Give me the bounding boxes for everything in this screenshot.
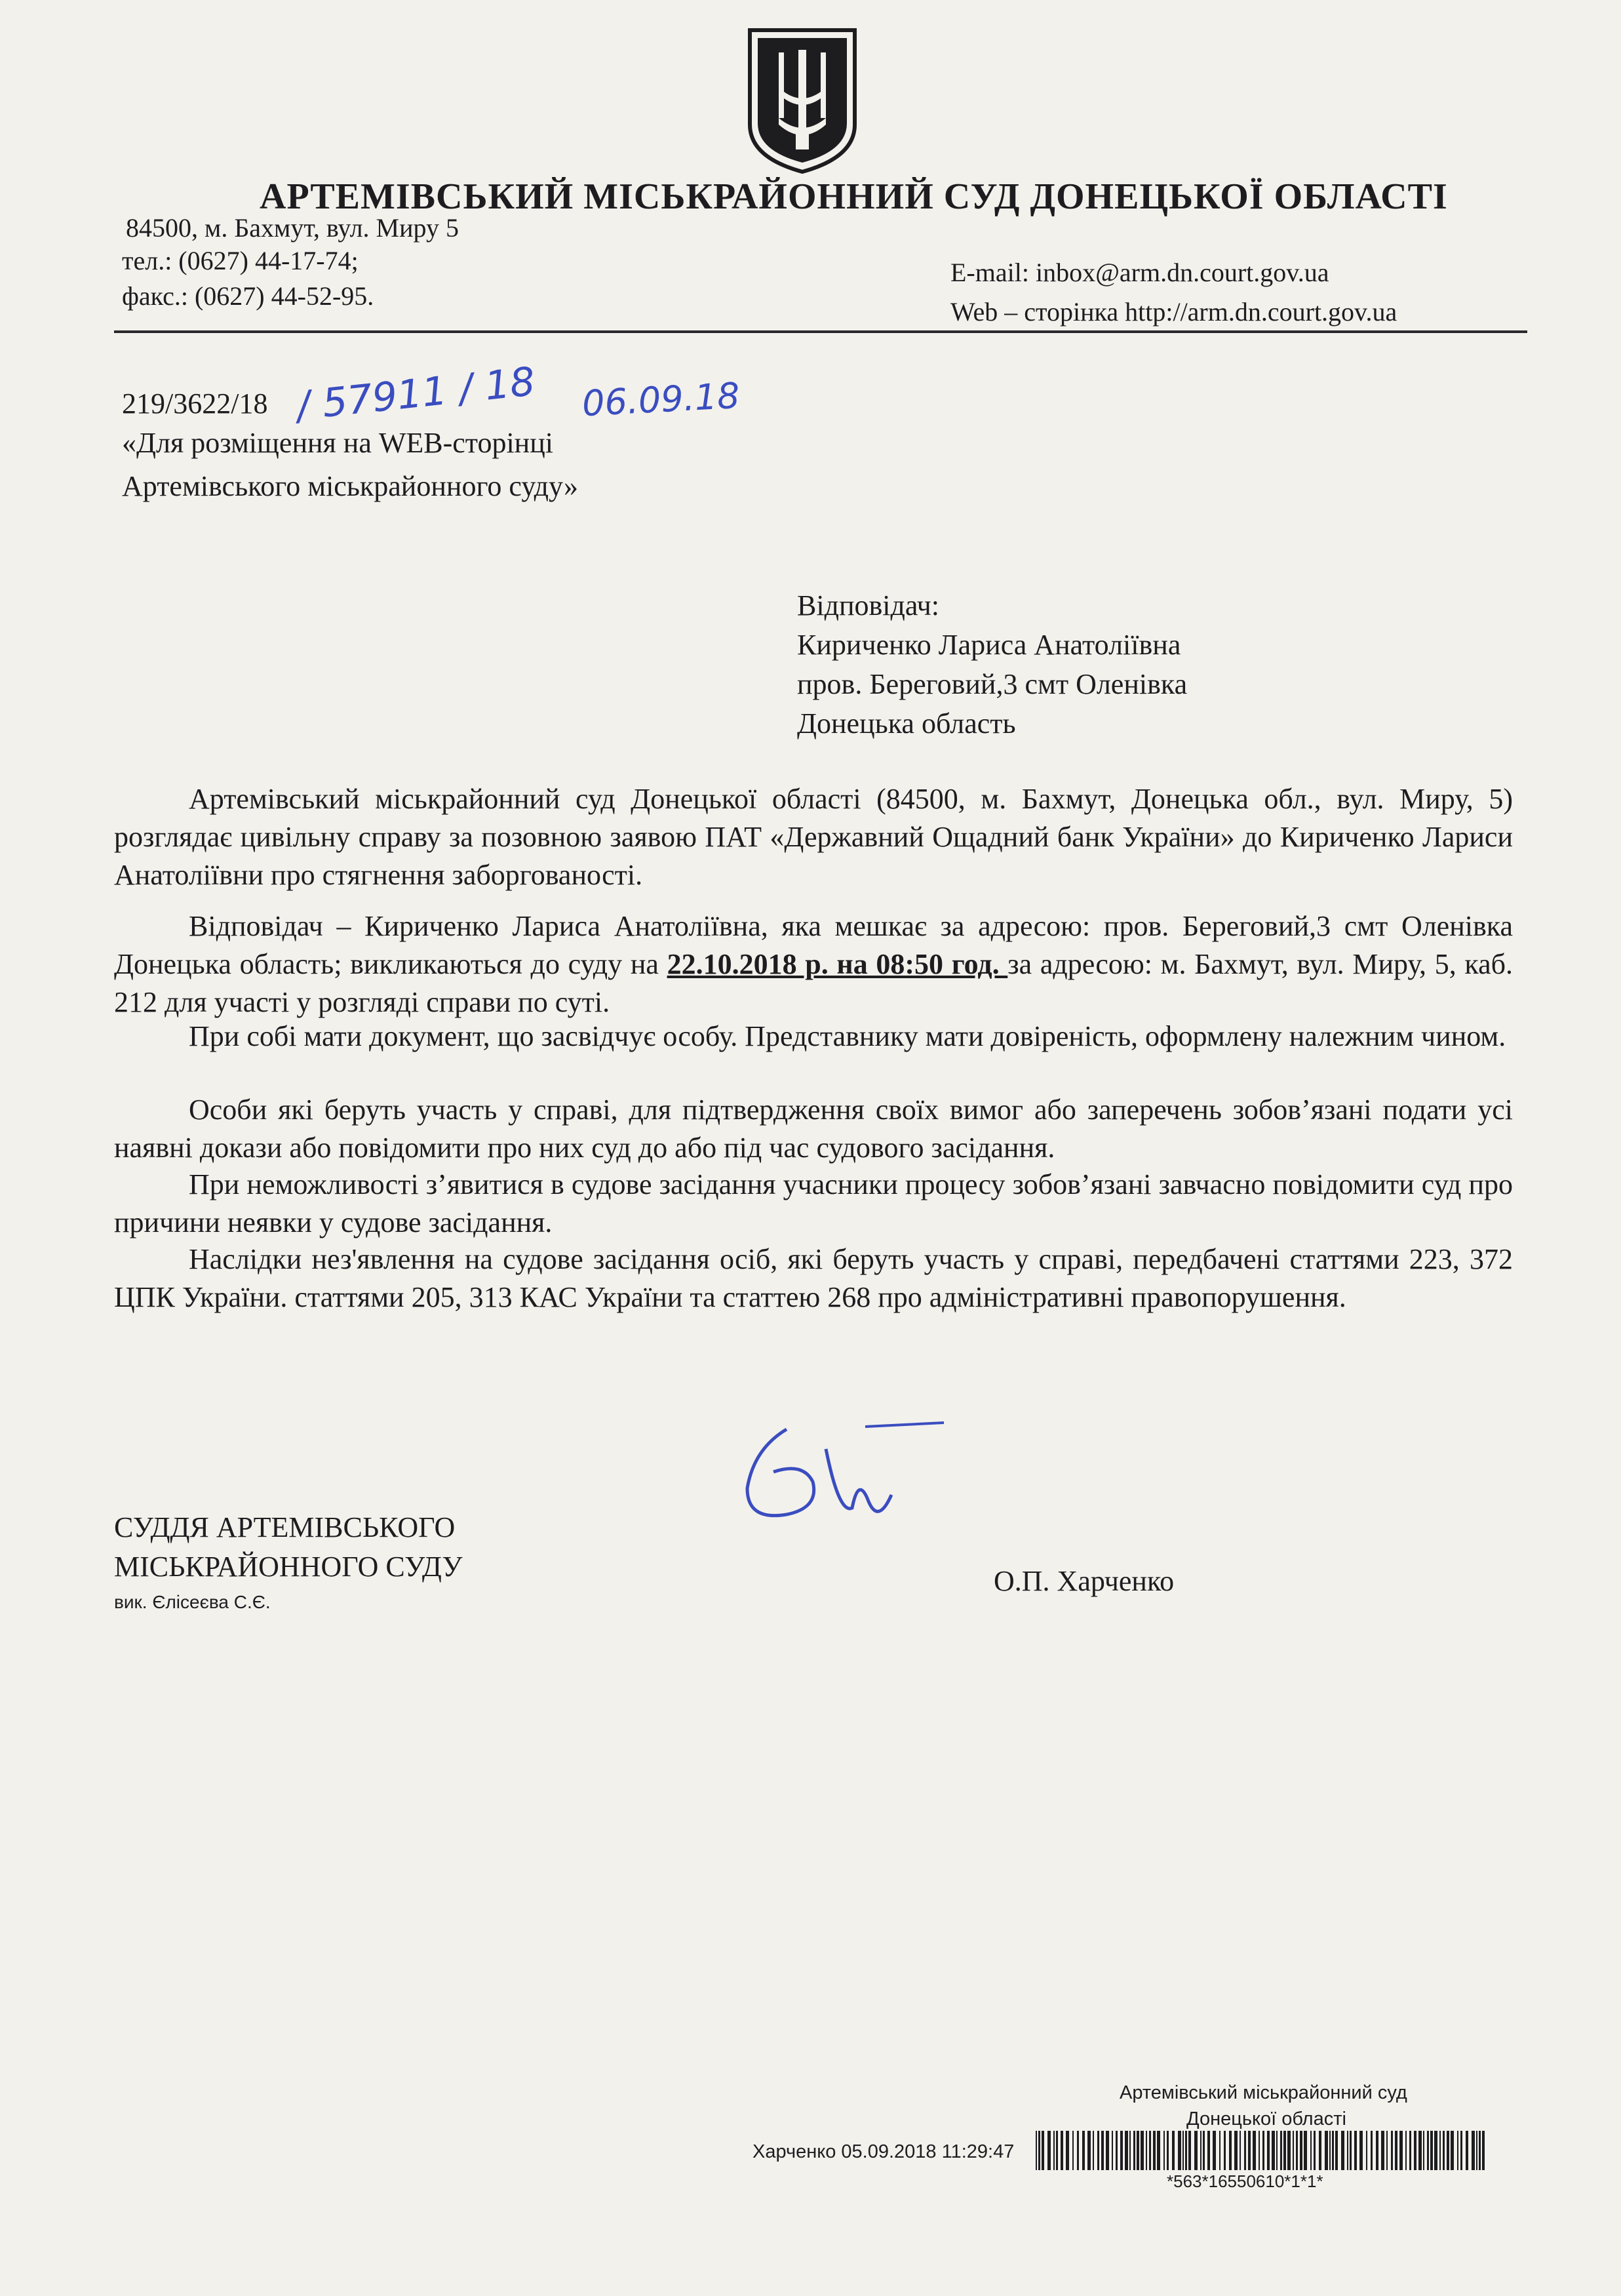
barcode-bar — [1319, 2131, 1321, 2170]
registration-stamp: Харченко 05.09.2018 11:29:47 — [752, 2141, 1015, 2162]
barcode-bar — [1276, 2131, 1278, 2170]
barcode-bar — [1077, 2131, 1079, 2170]
barcode-bar — [1399, 2131, 1403, 2170]
barcode-bar — [1116, 2131, 1118, 2170]
barcode-bar — [1325, 2131, 1328, 2170]
barcode-bar — [1125, 2131, 1128, 2170]
barcode-bar — [1476, 2131, 1477, 2170]
barcode-bar — [1332, 2131, 1334, 2170]
paragraph-consequences: Наслідки нез'явлення на судове засідання осіб, які беруть участь у справі, передбачені статтями 223, 372 ЦПК України. статтями 205, 313 КАС України та статтею 268 про адміністративні правопорушення. — [114, 1243, 1513, 1313]
court-fax: факс.: (0627) 44-52-95. — [122, 281, 374, 311]
barcode-bar — [1259, 2131, 1260, 2170]
recipient-address-line2: Донецька область — [797, 707, 1016, 740]
executor-name: вик. Єлісеєва С.Є. — [114, 1592, 271, 1612]
barcode-bar — [1146, 2131, 1147, 2170]
registration-court-line1: Артемівський міськрайонний суд — [1120, 2082, 1407, 2103]
court-email: E-mail: inbox@arm.dn.court.gov.ua — [950, 258, 1329, 287]
barcode-bar — [1409, 2131, 1411, 2170]
barcode-bar — [1224, 2131, 1226, 2170]
barcode-bar — [1280, 2131, 1282, 2170]
barcode-bar — [1093, 2131, 1094, 2170]
barcode-bar — [1219, 2131, 1221, 2170]
handwritten-outgoing-date: 06.09.18 — [581, 374, 741, 425]
barcode-bar — [1200, 2131, 1201, 2170]
court-website: Web – сторінка http://arm.dn.court.gov.ua — [950, 297, 1397, 327]
barcode-bar — [1381, 2131, 1384, 2170]
barcode-bar — [1423, 2131, 1424, 2170]
barcode-bar — [1178, 2131, 1181, 2170]
barcode-bar — [1112, 2131, 1113, 2170]
barcode-bar — [1194, 2131, 1198, 2170]
placement-note-line1: «Для розміщення на WEB-сторінці — [122, 427, 553, 459]
barcode-bar — [1253, 2131, 1256, 2170]
barcode-bar — [1047, 2131, 1051, 2170]
barcode-bar — [1376, 2131, 1378, 2170]
barcode-bar — [1418, 2131, 1422, 2170]
paragraph-evidence: Особи які беруть участь у справі, для підтвердження своїх вимог або заперечень зобов’язані подати усі наявні докази або повідомити про них суд до або під час судового засідання. — [114, 1094, 1513, 1164]
paragraph-absence: При неможливості з’явитися в судове засідання учасники процесу зобов’язані завчасно повідомити суд про причини неявки у судове засідання. — [114, 1168, 1513, 1238]
barcode-bar — [1457, 2131, 1458, 2170]
paragraph-identity: При собі мати документ, що засвідчує особу. Представнику мати довіреність, оформлену належним чином. — [189, 1020, 1506, 1052]
judge-name: О.П. Харченко — [994, 1565, 1175, 1597]
barcode-bar — [1244, 2131, 1246, 2170]
barcode-bar — [1061, 2131, 1063, 2170]
summons-text-after: за адресою: м. Бахмут, вул. Миру, 5, каб. 212 для участі у розгляді справи по суті. — [114, 948, 1513, 1018]
barcode-bar — [1066, 2131, 1069, 2170]
barcode-bar — [1203, 2131, 1205, 2170]
barcode-bar — [1466, 2131, 1468, 2170]
barcode-bar — [1430, 2131, 1433, 2170]
court-phone: тел.: (0627) 44-17-74; — [122, 246, 359, 275]
barcode-bar — [1300, 2131, 1302, 2170]
barcode-bar — [1097, 2131, 1099, 2170]
barcode-bar — [1405, 2131, 1407, 2170]
registration-barcode — [1036, 2131, 1494, 2171]
barcode-bar — [1283, 2131, 1286, 2170]
barcode-bar — [1293, 2131, 1294, 2170]
barcode-bar — [1101, 2131, 1104, 2170]
barcode-bar — [1153, 2131, 1156, 2170]
barcode-bar — [1141, 2131, 1144, 2170]
barcode-bar — [1207, 2131, 1210, 2170]
recipient-address-line1: пров. Береговий,3 смт Оленівка — [797, 668, 1188, 700]
barcode-bar — [1414, 2131, 1416, 2170]
barcode-bar — [1129, 2131, 1131, 2170]
case-number: 219/3622/18 — [122, 387, 268, 420]
recipient-role: Відповідач: — [797, 589, 940, 622]
barcode-text: *563*16550610*1*1* — [1167, 2171, 1323, 2191]
barcode-bar — [1120, 2131, 1123, 2170]
barcode-bar — [1479, 2131, 1481, 2170]
court-address: 84500, м. Бахмут, вул. Миру 5 — [126, 213, 459, 243]
judge-signature — [728, 1410, 950, 1541]
barcode-bar — [1137, 2131, 1139, 2170]
barcode-bar — [1451, 2131, 1454, 2170]
court-name: АРТЕМІВСЬКИЙ МІСЬКРАЙОННИЙ СУД ДОНЕЦЬКОЇ ОБЛАСТІ — [260, 176, 1448, 217]
barcode-bar — [1036, 2131, 1037, 2170]
barcode-bar — [1157, 2131, 1160, 2170]
barcode-bar — [1106, 2131, 1109, 2170]
barcode-bar — [1234, 2131, 1238, 2170]
judge-title-line1: СУДДЯ АРТЕМІВСЬКОГО — [114, 1511, 456, 1543]
barcode-bar — [1056, 2131, 1058, 2170]
barcode-bar — [1296, 2131, 1298, 2170]
barcode-bar — [1082, 2131, 1085, 2170]
hearing-date: 22.10.2018 р. на 08:50 год. — [667, 948, 1008, 980]
barcode-bar — [1262, 2131, 1264, 2170]
barcode-bar — [1149, 2131, 1151, 2170]
barcode-bar — [1272, 2131, 1275, 2170]
barcode-bar — [1229, 2131, 1232, 2170]
barcode-bar — [1443, 2131, 1445, 2170]
barcode-bar — [1439, 2131, 1441, 2170]
paragraph-summons — [114, 907, 1513, 1021]
header-divider — [114, 330, 1527, 333]
barcode-bar — [1447, 2131, 1449, 2170]
barcode-bar — [1395, 2131, 1397, 2170]
barcode-bar — [1427, 2131, 1429, 2170]
barcode-bar — [1240, 2131, 1241, 2170]
barcode-bar — [1341, 2131, 1344, 2170]
barcode-bar — [1434, 2131, 1437, 2170]
barcode-bar — [1087, 2131, 1091, 2170]
barcode-bar — [1366, 2131, 1367, 2170]
recipient-name: Кириченко Лариса Анатоліївна — [797, 629, 1181, 661]
judge-title-line2: МІСЬКРАЙОННОГО СУДУ — [114, 1551, 463, 1583]
barcode-bar — [1133, 2131, 1135, 2170]
barcode-bar — [1042, 2131, 1044, 2170]
coat-of-arms-icon — [745, 26, 860, 174]
registration-court-line2: Донецької області — [1186, 2108, 1346, 2129]
barcode-bar — [1314, 2131, 1316, 2170]
barcode-bar — [1287, 2131, 1291, 2170]
barcode-bar — [1267, 2131, 1270, 2170]
barcode-bar — [1310, 2131, 1312, 2170]
summons-text-before: Відповідач – Кириченко Лариса Анатоліївна, яка мешкає за адресою: пров. Береговий,3 смт Оленівка Донецька область; викликаються до суду на — [114, 910, 1513, 980]
barcode-bar — [1391, 2131, 1393, 2170]
barcode-bar — [1072, 2131, 1074, 2170]
barcode-bar — [1329, 2131, 1331, 2170]
barcode-bar — [1359, 2131, 1363, 2170]
barcode-bar — [1371, 2131, 1373, 2170]
barcode-bar — [1460, 2131, 1462, 2170]
barcode-bar — [1172, 2131, 1175, 2170]
barcode-bar — [1185, 2131, 1187, 2170]
barcode-bar — [1354, 2131, 1357, 2170]
placement-note-line2: Артемівського міськрайонного суду» — [122, 470, 579, 502]
barcode-bar — [1182, 2131, 1184, 2170]
barcode-bar — [1163, 2131, 1165, 2170]
barcode-bar — [1248, 2131, 1251, 2170]
barcode-bar — [1386, 2131, 1388, 2170]
barcode-bar — [1304, 2131, 1307, 2170]
barcode-bar — [1213, 2131, 1216, 2170]
paragraph-case: Артемівський міськрайонний суд Донецької області (84500, м. Бахмут, Донецька обл., вул. Миру, 5) розглядає цивільну справу за позовною заявою ПАТ «Державний Ощадний банк України» до Кириченко Лариси Анатоліївни про стягнення заборгованості. — [114, 783, 1513, 891]
barcode-bar — [1472, 2131, 1475, 2170]
barcode-bar — [1188, 2131, 1191, 2170]
handwritten-outgoing-number: / 57911 / 18 — [294, 359, 537, 429]
barcode-bar — [1053, 2131, 1055, 2170]
barcode-bar — [1038, 2131, 1040, 2170]
barcode-bar — [1167, 2131, 1169, 2170]
barcode-bar — [1347, 2131, 1348, 2170]
barcode-bar — [1335, 2131, 1338, 2170]
barcode-bar — [1350, 2131, 1352, 2170]
barcode-bar — [1482, 2131, 1485, 2170]
